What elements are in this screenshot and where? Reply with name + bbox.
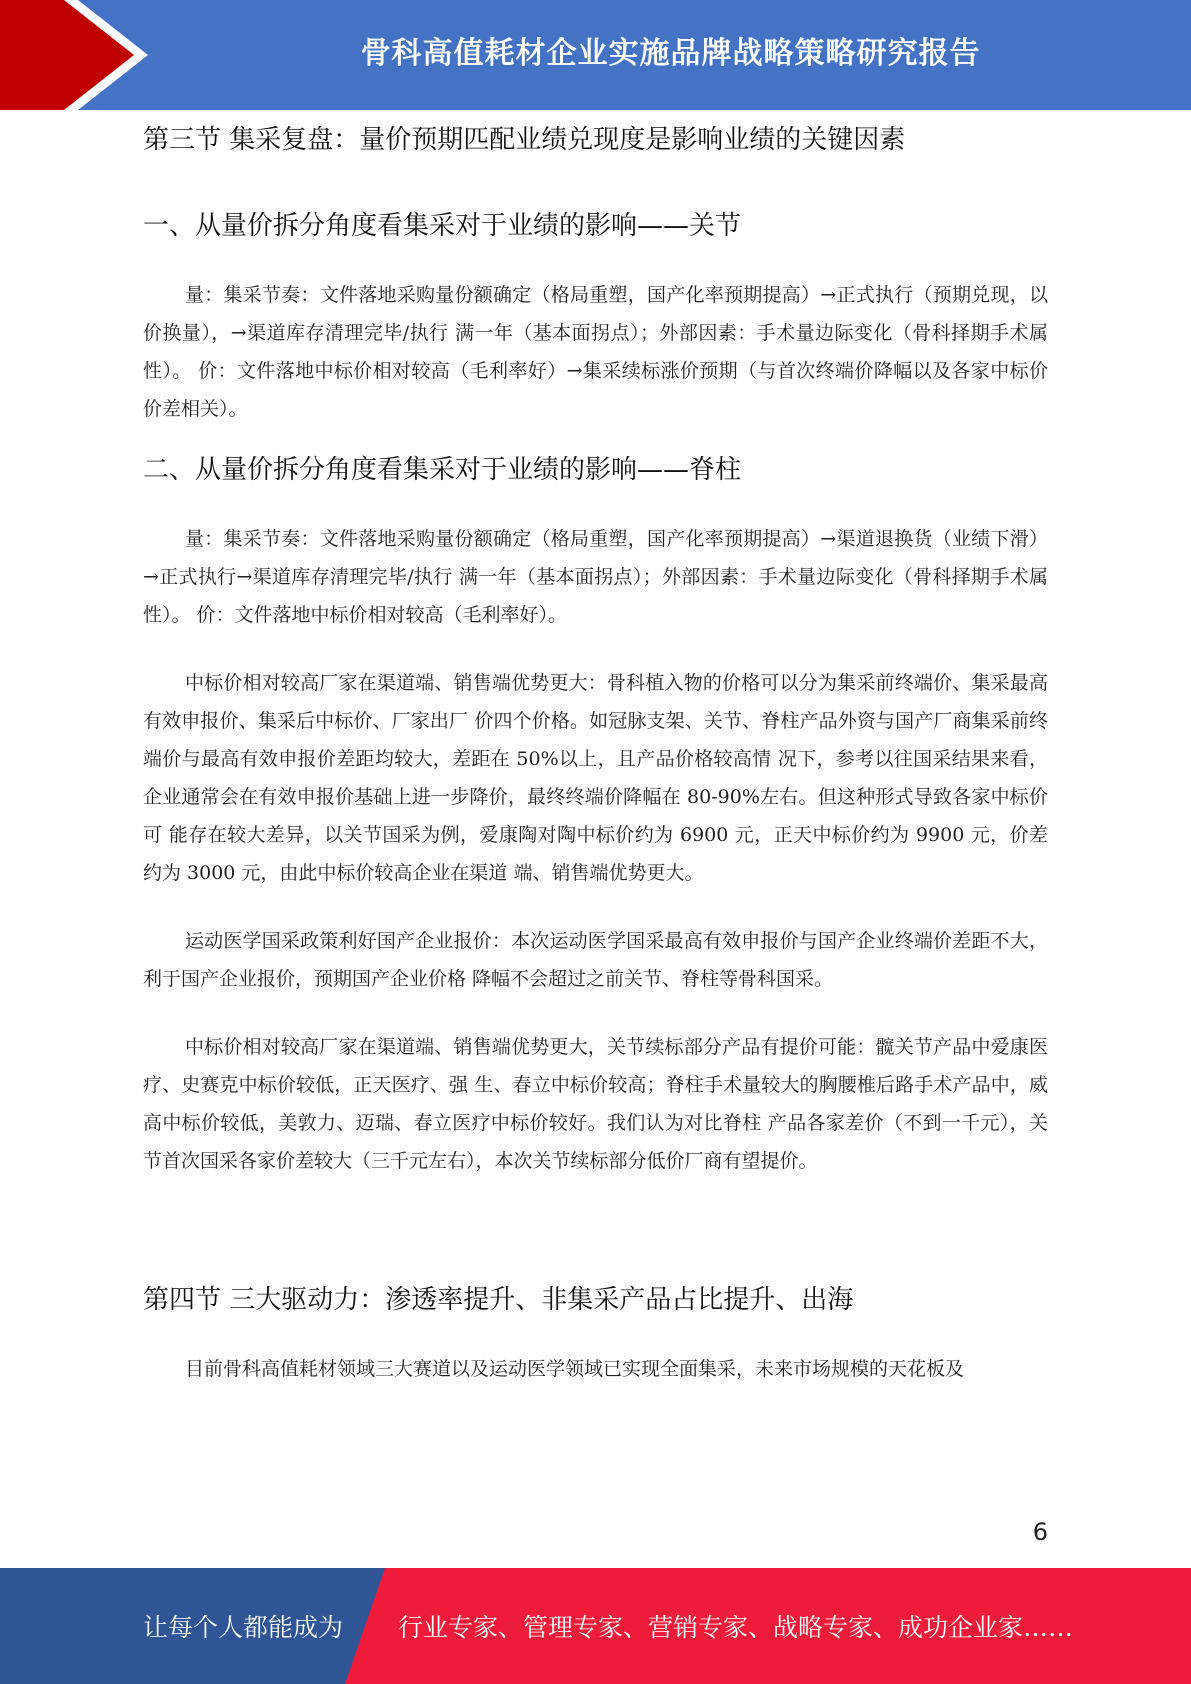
paragraph-drivers: 目前骨科高值耗材领域三大赛道以及运动医学领域已实现全面集采，未来市场规模的天花板及 — [185, 1358, 965, 1380]
paragraph-renewal: 中标价相对较高厂家在渠道端、销售端优势更大，关节续标部分产品有提价可能：髋关节产品中爱康医疗、史赛克中标价较低，正天医疗、强 生、春立中标价较高；脊柱手术量较大的胸腰椎后路手术产品中，威高中标价较低，美敦力、迈瑞、春立医疗中标价较好。我们认为对比脊柱 产品各家差价（不到一千元），关节首次国采各家价差较大（三千元左右），本次关节续标部分低价厂商有望提价。 — [143, 1036, 1048, 1172]
header-banner — [0, 0, 1191, 110]
section-heading-4: 第四节 三大驱动力：渗透率提升、非集采产品占比提升、出海 — [143, 1285, 854, 1315]
page-content — [143, 120, 1048, 1388]
subsection-heading-joint: 一、从量价拆分角度看集采对于业绩的影响——关节 — [143, 211, 742, 241]
paragraph-spine: 量：集采节奏：文件落地采购量份额确定（格局重塑，国产化率预期提高）→渠道退换货（业绩下滑）→正式执行→渠道库存清理完毕/执行 满一年（基本面拐点）；外部因素：手术量边际变化（骨科择期手术属性）。 价：文件落地中标价相对较高（毛利率好）。 — [143, 528, 1048, 626]
footer-slogan-right: 行业专家、管理专家、营销专家、战略专家、成功企业家…… — [398, 1613, 1074, 1642]
paragraph-sports-medicine: 运动医学国采政策利好国产企业报价：本次运动医学国采最高有效申报价与国产企业终端价差距不大，利于国产企业报价，预期国产企业价格 降幅不会超过之前关节、脊柱等骨科国采。 — [143, 930, 1048, 990]
subsection-heading-spine: 二、从量价拆分角度看集采对于业绩的影响——脊柱 — [143, 455, 742, 485]
report-title: 骨科高值耗材企业实施品牌战略策略研究报告 — [360, 36, 981, 71]
page-number: 6 — [1032, 1518, 1048, 1546]
footer-banner — [0, 1568, 1191, 1684]
footer-slogan-left: 让每个人都能成为 — [143, 1613, 344, 1642]
paragraph-joint: 量：集采节奏：文件落地采购量份额确定（格局重塑，国产化率预期提高）→正式执行（预期兑现，以价换量），→渠道库存清理完毕/执行 满一年（基本面拐点）；外部因素：手术量边际变化（骨科择期手术属性）。 价：文件落地中标价相对较高（毛利率好）→集采续标涨价预期（与首次终端价降幅以及各家中标价价差相关）。 — [143, 284, 1048, 420]
section-heading-3: 第三节 集采复盘：量价预期匹配业绩兑现度是影响业绩的关键因素 — [143, 125, 906, 155]
paragraph-bid-price: 中标价相对较高厂家在渠道端、销售端优势更大：骨科植入物的价格可以分为集采前终端价、集采最高有效申报价、集采后中标价、厂家出厂 价四个价格。如冠脉支架、关节、脊柱产品外资与国产厂商集采前终端价与最高有效申报价差距均较大，差距在 50%以上，且产品价格较高情 况下，参考以往国采结果来看，企业通常会在有效申报价基础上进一步降价，最终终端价降幅在 80-90%左右。但这种形式导致各家中标价可 能存在较大差异，以关节国采为例，爱康陶对陶中标价约为 6900 元，正天中标价约为 9900 元，价差约为 3000 元，由此中标价较高企业在渠道 端、销售端优势更大。 — [143, 672, 1048, 884]
